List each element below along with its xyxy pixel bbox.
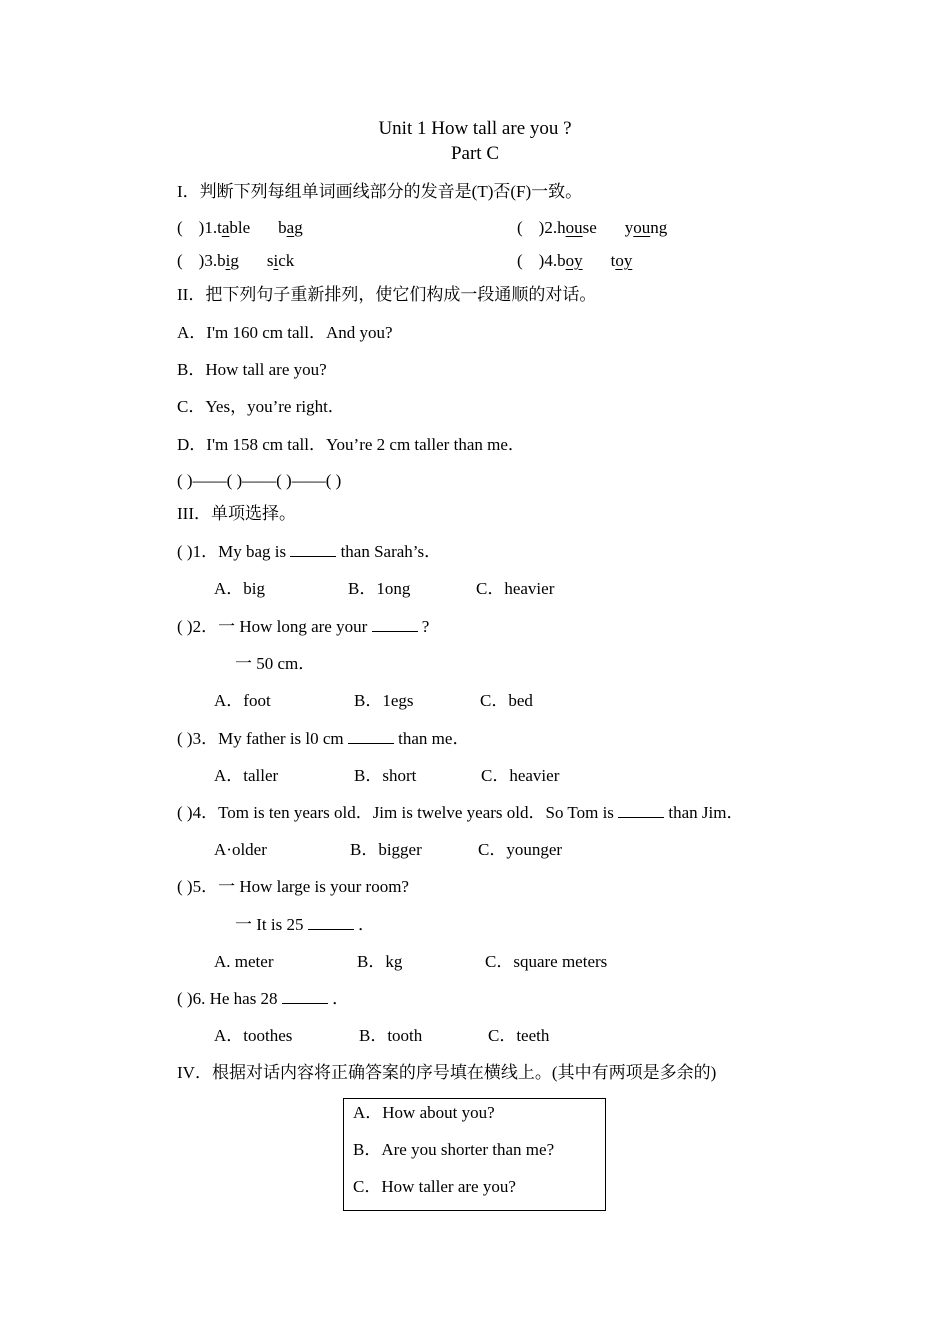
word-part: g <box>230 251 239 270</box>
underlined-letters: i <box>225 251 231 270</box>
q4-option-c: C．younger <box>478 840 563 859</box>
order-answer-line: ( )——( )——( )——( ) <box>177 471 342 490</box>
word-part: ng <box>650 218 668 237</box>
paren-open: ( <box>517 251 523 270</box>
section-4-heading: IV．根据对话内容将正确答案的序号填在横线上。(其中有两项是多余的) <box>177 1063 717 1082</box>
paren-open: ( <box>517 218 523 237</box>
question-1 <box>177 542 441 562</box>
paren-close: ) <box>538 251 545 270</box>
page-title: Unit 1 How tall are you ? <box>378 118 572 139</box>
pronunciation-item-3 <box>177 251 294 271</box>
word-part: y <box>624 218 634 237</box>
word-part: h <box>557 218 566 237</box>
question-stem: ( )2．一 How long are your <box>177 617 368 636</box>
question-stem-end: ? <box>421 617 430 636</box>
pronunciation-item-4 <box>517 251 632 271</box>
question-6 <box>177 989 349 1009</box>
paren-open: ( <box>177 218 183 237</box>
underlined-letters: oy <box>565 251 583 270</box>
word-part: g <box>294 218 303 237</box>
item-number: 1. <box>204 218 218 237</box>
section-3-heading: III．单项选择。 <box>177 504 296 523</box>
dialogue-sentence-d: D．I'm 158 cm tall．You’re 2 cm taller than me． <box>177 435 525 454</box>
question-2 <box>177 617 429 637</box>
q3-option-a: A．taller <box>214 766 279 785</box>
word-part: b <box>278 218 287 237</box>
question-stem-end: ． <box>332 989 350 1008</box>
q5-option-a: A. meter <box>214 952 274 971</box>
word-part: ble <box>229 218 251 237</box>
answer-blank <box>372 617 418 632</box>
q1-option-b: B．1ong <box>348 579 411 598</box>
underlined-letters: oy <box>615 251 633 270</box>
q2-option-c: C．bed <box>480 691 533 710</box>
answer-blank <box>308 915 354 930</box>
q5-option-b: B．kg <box>357 952 403 971</box>
word-part: s <box>266 251 274 270</box>
box-option-c: C．How taller are you? <box>353 1177 516 1196</box>
pronunciation-item-1 <box>177 218 303 238</box>
answer-blank <box>290 542 336 557</box>
question-stem: ( )1．My bag is <box>177 542 287 561</box>
paren-open: ( <box>177 251 183 270</box>
page-subtitle: Part C <box>450 143 500 164</box>
reply-text: 一 It is 25 <box>235 915 304 934</box>
underlined-letters: ou <box>565 218 583 237</box>
paren-close: ) <box>198 218 205 237</box>
question-3 <box>177 729 469 749</box>
pronunciation-item-2 <box>517 218 667 238</box>
q4-option-a: A·older <box>214 840 267 859</box>
reply-end: ． <box>357 915 375 934</box>
word-part: ck <box>278 251 295 270</box>
underlined-letters: ou <box>633 218 651 237</box>
q4-option-b: B．bigger <box>350 840 422 859</box>
question-stem-end: than Sarah’s． <box>340 542 442 561</box>
q6-option-c: C．teeth <box>488 1026 550 1045</box>
underlined-letters: a <box>286 218 295 237</box>
word-part: b <box>557 251 566 270</box>
dialogue-sentence-a: A．I'm 160 cm tall．And you? <box>177 323 393 342</box>
paren-close: ) <box>538 218 545 237</box>
word-part: t <box>217 218 222 237</box>
underlined-letters: i <box>273 251 279 270</box>
question-2-reply: 一 50 cm． <box>235 654 316 673</box>
box-option-b: B．Are you shorter than me? <box>353 1140 555 1159</box>
box-option-a: A．How about you? <box>353 1103 495 1122</box>
dialogue-sentence-b: B．How tall are you? <box>177 360 327 379</box>
q5-option-c: C．square meters <box>485 952 608 971</box>
question-4 <box>177 803 744 823</box>
question-stem-end: than Jim． <box>668 803 744 822</box>
question-stem-end: than me． <box>398 729 470 748</box>
question-stem: ( )3．My father is l0 cm <box>177 729 344 748</box>
question-stem: ( )4．Tom is ten years old．Jim is twelve years old．So Tom is <box>177 803 614 822</box>
question-5-reply <box>235 915 375 935</box>
q1-option-a: A．big <box>214 579 265 598</box>
dialogue-sentence-c: C．Yes，you’re right． <box>177 397 345 416</box>
section-1-heading: I．判断下列每组单词画线部分的发音是(T)否(F)一致。 <box>177 182 583 201</box>
q6-option-b: B．tooth <box>359 1026 423 1045</box>
q6-option-a: A．toothes <box>214 1026 293 1045</box>
word-part: t <box>610 251 616 270</box>
item-number: 3. <box>204 251 218 270</box>
q3-option-b: B．short <box>354 766 417 785</box>
paren-close: ) <box>198 251 205 270</box>
question-5: ( )5．一 How large is your room? <box>177 877 409 896</box>
answer-blank <box>618 803 664 818</box>
option-box <box>343 1098 606 1211</box>
question-stem: ( )6. He has 28 <box>177 989 278 1008</box>
q2-option-b: B．1egs <box>354 691 414 710</box>
q2-option-a: A．foot <box>214 691 271 710</box>
answer-blank <box>348 729 394 744</box>
item-number: 2. <box>544 218 558 237</box>
word-part: b <box>217 251 226 270</box>
section-2-heading: II．把下列句子重新排列，使它们构成一段通顺的对话。 <box>177 285 597 304</box>
q1-option-c: C．heavier <box>476 579 555 598</box>
word-part: se <box>582 218 597 237</box>
item-number: 4. <box>544 251 558 270</box>
q3-option-c: C．heavier <box>481 766 560 785</box>
underlined-letters: a <box>221 218 230 237</box>
answer-blank <box>282 989 328 1004</box>
